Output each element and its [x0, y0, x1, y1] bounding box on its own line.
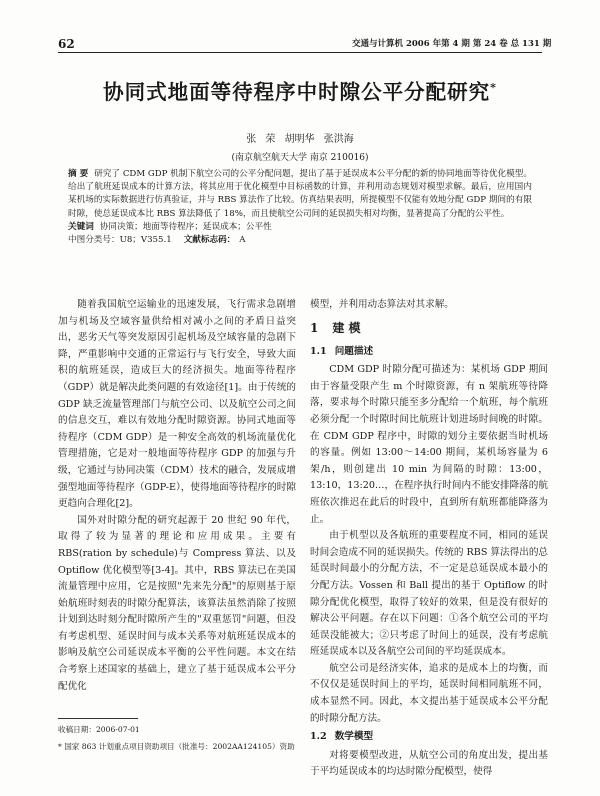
subsection-heading-1-1	[310, 344, 548, 361]
footnote-funding: * 国家 863 计划重点项目资助项目（批准号：2002AA124105）资助	[58, 742, 295, 751]
section-heading-1	[310, 318, 548, 338]
affiliation: (南京航空航天大学 南京 210016)	[231, 153, 369, 163]
paper-title	[0, 75, 600, 105]
clc-value: U8；V355.1	[119, 235, 172, 246]
doc-code-value: A	[239, 235, 246, 246]
problem-paragraph-1: CDM GDP 时隙分配可描述为：某机场 GDP 期间由于容量受限产生 m 个时隙资源，有 n 架航班等待降落，要求每个时隙只能至多分配给一个航班，每个航班必须分配一个时隙时间比航班计划进场时间晚的时隙。在 CDM GDP 程序中，时隙的划分主要依据当时机场的容量。例如 13:00～14:00 期间，某机场容量为 6 架/h，则创建出 10 min 为间隔的时隙：13:00，13:10，13:20…，在程序执行时间内不能安排降落的航班依次推迟在此后的时段中，直到所有航班都能降落为止。	[310, 364, 548, 525]
keywords	[68, 221, 532, 234]
subsection-number: 1.2	[310, 731, 327, 743]
abstract-block	[68, 168, 532, 248]
abstract-label: 摘 要	[68, 169, 89, 179]
clc-label: 中图分类号：	[68, 235, 120, 246]
body-right-column	[310, 297, 548, 781]
continued-text: 模型，并利用动态算法对其求解。	[310, 299, 454, 310]
intro-paragraph-2: 国外对时隙分配的研究起源于 20 世纪 90 年代，取得了较为显著的理论和应用成果。主要有 RBS(ration by schedule)与 Compress 算法、以及 Optiflow 优化模型等[3-4]。其中，RBS 算法已在美国流量管理中应用，它是按照"先来先分配"的原则基于原始航班时刻表的时隙分配算法，该算法虽然消除了按照计划到达时刻分配时隙所产生的"双重惩罚"问题，但没有考虑机型、延误时间与成本关系等对航班延误成本的影响及航空公司延误成本平衡的公平性问题。本文在结合考察上述国家的基础上，建立了基于延误成本公平分配优化	[58, 514, 296, 692]
section-title: 建 模	[332, 320, 361, 335]
header-rule	[58, 52, 542, 53]
intro-paragraph-1: 随着我国航空运输业的迅速发展，飞行需求急剧增加与机场及空域容量供给相对减小之间的矛盾日益突出，恶劣天气等突发原因引起机场及空域容量的急剧下降，严重影响中交通的正常运行与飞行安全，导致大面积的航班延误，造成巨大的经济损失。地面等待程序（GDP）就是解决此类问题的有效途径[1]。由于传统的 GDP 缺乏流量管理部门与航空公司、以及航空公司之间的信息交互，难以有效地分配时隙资源。协同式地面等待程序（CDM GDP）是一种安全高效的机场流量优化管理措施，它是对一般地面等待程序 GDP 的加强与升级，它通过与协同决策（CDM）技术的融合，发展成增强型地面等待程序（GDP-E），使得地面等待程序的时隙更趋向合理化[2]。	[58, 299, 296, 510]
classification	[68, 234, 532, 247]
doc-code-label: 文献标志码：	[183, 235, 236, 246]
section-number: 1	[310, 320, 319, 335]
subsection-number: 1.1	[310, 345, 327, 357]
paper-title-text: 协同式地面等待程序中时隙公平分配研究	[103, 80, 491, 104]
abstract-text: 研究了 CDM GDP 机制下航空公司的公平分配问题，提出了基于延误成本公平分配的新的协同地面等待优化模型。给出了航班延误成本的计算方法，将其应用于优化模型中目标函数的计算，并利用动态规划对模型求解。最后，应用国内某机场的实际数据进行仿真验证，并与 RBS 算法作了比较。仿真结果表明，所提模型不仅能有效地分配 GDP 期间的有限时隙，使总延误成本比 RBS 算法降低了 18%，而且使航空公司间的延误损失相对均衡，显著提高了分配的公平性。	[68, 169, 532, 219]
keywords-label: 关键词	[68, 221, 94, 232]
body-left-column	[58, 297, 296, 695]
journal-info: 交通与计算机 2006 年第 4 期 第 24 卷 总 131 期	[352, 39, 552, 49]
subsection-title: 数学模型	[334, 731, 374, 743]
subsection-heading-1-2	[310, 729, 548, 746]
problem-paragraph-3: 航空公司是经济实体，追求的是成本上的均衡，而不仅仅是延误时间上的平均，延误时间相同航班不同，成本显然不同。因此，本文提出基于延误成本公平分配的时隙分配方法。	[310, 662, 548, 724]
page-number: 62	[58, 37, 75, 51]
abstract	[68, 168, 532, 221]
subsection-title: 问题描述	[334, 345, 374, 357]
authors: 张 荣 胡明华 张洪海	[246, 134, 354, 145]
problem-paragraph-2: 由于机型以及各航班的重要程度不同，相同的延误时间会造成不同的延误损失。传统的 RBS 算法得出的总延误时间最小的分配方法，不一定是总延误成本最小的分配方法。Vossen 和 Ball 提出的基于 Optiflow 的时隙分配优化模型，取得了较好的效果，但是没有很好的解决公平问题。存在以下问题：①各个航空公司的平均延误没能被大；②只考虑了时间上的延误，没有考虑航班延误成本以及各航空公司间的平均延误成本。	[310, 530, 549, 658]
footnote-rule	[58, 718, 138, 719]
model-paragraph: 对将要模型改进，从航空公司的角度出发，提出基于平均延误成本的均达时隙分配模型，使得	[310, 749, 548, 778]
keywords-text: 协同决策；地面等待程序；延误成本；公平性	[99, 221, 272, 232]
title-footnote-marker: *	[490, 81, 497, 95]
footnote-received-date: 收稿日期：2006-07-01	[58, 725, 140, 734]
